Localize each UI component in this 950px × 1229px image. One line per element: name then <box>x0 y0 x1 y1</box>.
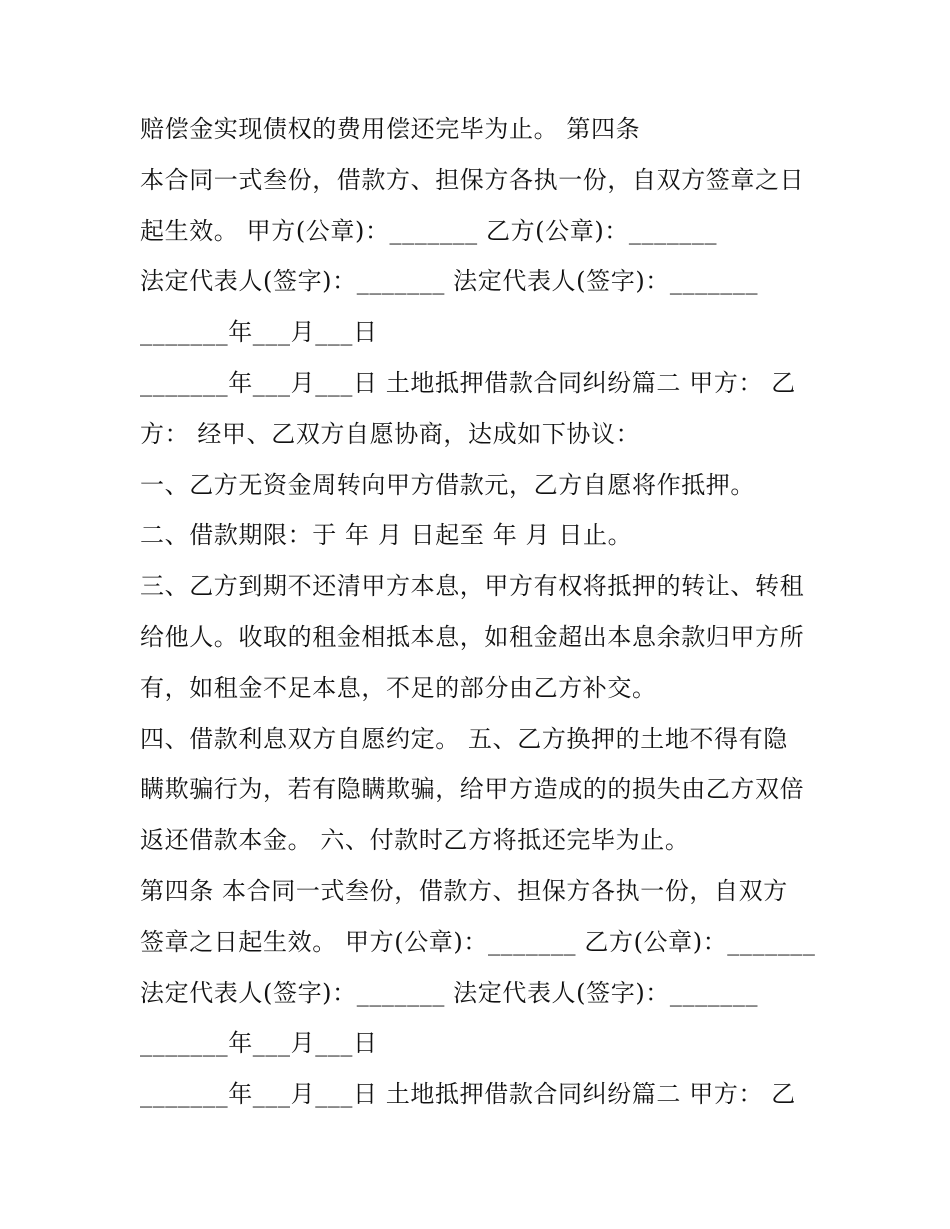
text-line: 签章之日起生效。 甲方(公章)：_______ 乙方(公章)：_______ <box>140 927 816 956</box>
document-body <box>140 104 830 1120</box>
text-line: _______年___月___日 土地抵押借款合同纠纷篇二 甲方： 乙 <box>140 368 796 397</box>
text-line: _______年___月___日 <box>140 318 378 347</box>
text-line: 方： 经甲、乙双方自愿协商，达成如下协议： <box>140 419 641 448</box>
text-line: 给他人。收取的租金相抵本息，如租金超出本息余款归甲方所 <box>140 622 805 651</box>
text-line: 本合同一式叁份，借款方、担保方各执一份，自双方签章之日 <box>140 165 805 194</box>
text-line: 三、乙方到期不还清甲方本息，甲方有权将抵押的转让、转租 <box>140 572 805 601</box>
text-line: 赔偿金实现债权的费用偿还完毕为止。 第四条 <box>140 115 641 143</box>
text-line: 法定代表人(签字)：_______ 法定代表人(签字)：_______ <box>140 978 759 1007</box>
text-line: 一、乙方无资金周转向甲方借款元，乙方自愿将作抵押。 <box>140 470 755 499</box>
text-line: 起生效。 甲方(公章)：_______ 乙方(公章)：_______ <box>140 216 718 245</box>
text-line: 四、借款利息双方自愿约定。 五、乙方换押的土地不得有隐 <box>140 724 788 753</box>
text-line: 有，如租金不足本息，不足的部分由乙方补交。 <box>140 673 657 702</box>
text-line: _______年___月___日 <box>140 1029 378 1058</box>
text-line: 返还借款本金。 六、付款时乙方将抵还完毕为止。 <box>140 826 690 855</box>
text-line: 法定代表人(签字)：_______ 法定代表人(签字)：_______ <box>140 267 759 296</box>
text-line: 二、借款期限：于 年 月 日起至 年 月 日止。 <box>140 521 633 550</box>
text-line: 第四条 本合同一式叁份，借款方、担保方各执一份，自双方 <box>140 876 788 905</box>
text-line: _______年___月___日 土地抵押借款合同纠纷篇二 甲方： 乙 <box>140 1080 796 1109</box>
text-line: 瞒欺骗行为，若有隐瞒欺骗，给甲方造成的的损失由乙方双倍 <box>140 775 805 804</box>
